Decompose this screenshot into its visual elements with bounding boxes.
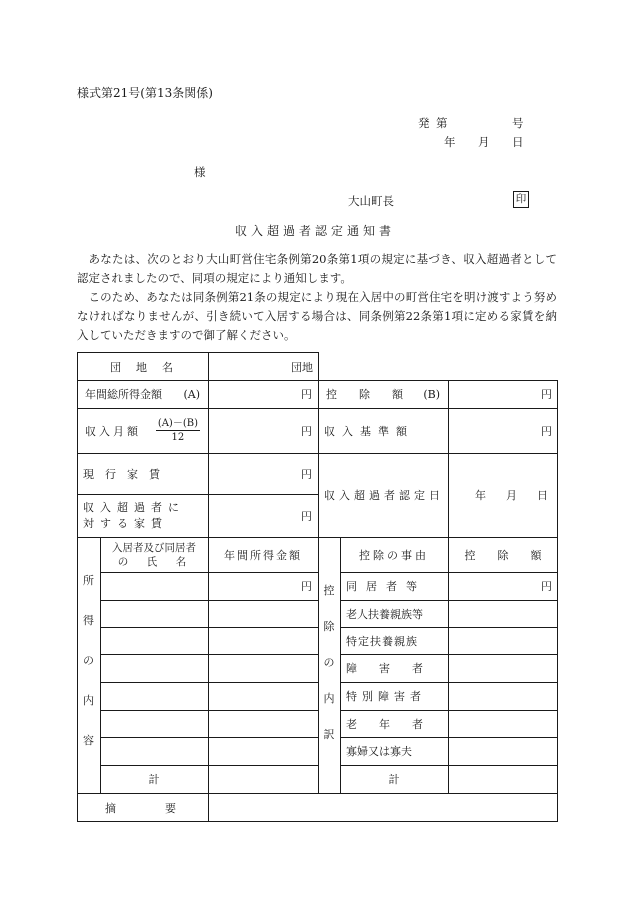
annual-income-label-cell	[77, 380, 208, 408]
over-rent-label-1: 収入超過者に	[83, 500, 185, 514]
deduction-reason-widow: 寡婦又は寡夫	[346, 745, 412, 758]
deduction-reason-specific-dependents: 特定扶養親族	[346, 634, 418, 648]
monthly-income-label-cell	[77, 408, 208, 453]
recognition-year: 年	[475, 489, 486, 502]
deduction-amount-yen: 円	[541, 580, 552, 593]
deduction-label: 控 除 額	[326, 388, 403, 401]
rule	[100, 682, 318, 683]
income-section-char: の	[83, 654, 94, 667]
deduction-reason-special-disabled: 特別障害者	[346, 690, 426, 703]
income-total-label: 計	[148, 773, 160, 786]
annual-income-label: 年間総所得金額	[85, 388, 162, 401]
remarks-label: 摘 要	[105, 801, 180, 815]
annual-income-yen: 円	[301, 388, 312, 401]
formula-numerator: (A)－(B)	[157, 418, 198, 429]
deduction-section-char: の	[323, 656, 335, 669]
deduction-mark: (B)	[423, 387, 440, 401]
deduction-reason-cohabitants: 同居者等	[346, 580, 426, 593]
paragraph-1: あなたは、次のとおり大山町営住宅条例第20条第1項の規定に基づき、収入超過者として認定されましたので、同項の規定により通知します。	[77, 252, 557, 285]
deduction-section-char: 除	[323, 620, 335, 633]
danchi-label: 団 地 名	[110, 360, 175, 374]
issue-dai: 第	[436, 116, 448, 130]
current-rent-label: 現 行 家 賃	[83, 467, 160, 481]
monthly-income-yen: 円	[301, 424, 312, 438]
date-day: 日	[512, 135, 524, 149]
resident-names-label-1: 入居者及び同居者	[112, 541, 196, 554]
form-number: 様式第21号(第13条関係)	[77, 86, 213, 100]
income-section-char: 内	[83, 694, 94, 707]
issuer-name: 大山町長	[348, 194, 394, 208]
monthly-income-label: 収入月額	[85, 424, 141, 438]
monthly-income-formula	[156, 417, 200, 444]
deduction-section-label	[318, 572, 340, 752]
rule	[100, 537, 101, 793]
income-standard-yen: 円	[541, 424, 552, 438]
annual-income-mark: (A)	[183, 387, 200, 401]
rule	[100, 654, 318, 655]
deduction-amount-col-header: 控 除 額	[464, 548, 542, 562]
deduction-reason-elderly-dependents: 老人扶養親族等	[346, 607, 423, 621]
income-section-char: 容	[83, 734, 94, 747]
rule	[100, 710, 318, 711]
date-month: 月	[478, 135, 490, 149]
recognition-date-label: 収入超過者認定日	[324, 489, 444, 502]
rule	[100, 737, 318, 738]
addressee-suffix: 様	[194, 165, 206, 179]
danchi-suffix: 団地	[291, 360, 313, 374]
recognition-date-value	[448, 453, 558, 537]
deduction-section-char: 内	[323, 692, 335, 705]
income-section-label	[77, 560, 100, 760]
over-rent-label-cell	[77, 494, 208, 537]
resident-names-header	[100, 537, 208, 572]
deduction-reason-col-header: 控除の事由	[359, 548, 429, 562]
issue-date-line	[418, 134, 528, 150]
recognition-day: 日	[537, 489, 548, 502]
seal-mark: 印	[513, 191, 529, 208]
notice-body	[77, 250, 557, 345]
issue-prefix: 発	[418, 116, 430, 130]
deduction-section-char: 訳	[323, 728, 335, 741]
resident-names-label-2: の 氏 名	[117, 555, 191, 568]
deduction-yen: 円	[541, 388, 552, 401]
deduction-reason-disabled: 障害者	[346, 662, 445, 675]
deduction-section-char: 控	[323, 584, 335, 597]
rule	[100, 600, 318, 601]
current-rent-yen: 円	[301, 467, 312, 481]
document-title: 収入超過者認定通知書	[234, 224, 395, 238]
income-section-char: 所	[83, 574, 94, 587]
issue-number-line	[418, 115, 528, 131]
rule	[100, 627, 318, 628]
income-row-yen: 円	[301, 580, 312, 593]
income-standard-label: 収入基準額	[324, 424, 414, 438]
issue-go: 号	[512, 116, 524, 130]
deduction-label-cell	[318, 380, 448, 408]
formula-denominator: 12	[171, 432, 185, 443]
over-rent-label-2: 対する家賃	[83, 516, 168, 530]
deduction-reason-elderly: 老年者	[346, 717, 445, 731]
income-section-char: 得	[83, 614, 94, 627]
paragraph-2: このため、あなたは同条例第21条の規定により現在入居中の町営住宅を明け渡すよう努めなければなりませんが、引き続いて入居する場合は、同条例第22条第1項に定める家賃を納入していただきますので御了解ください。	[77, 290, 557, 342]
deduction-total-label: 計	[388, 773, 400, 786]
date-year: 年	[444, 135, 456, 149]
recognition-month: 月	[506, 489, 517, 502]
over-rent-yen: 円	[301, 509, 312, 523]
annual-income-col-header: 年間所得金額	[224, 548, 302, 562]
